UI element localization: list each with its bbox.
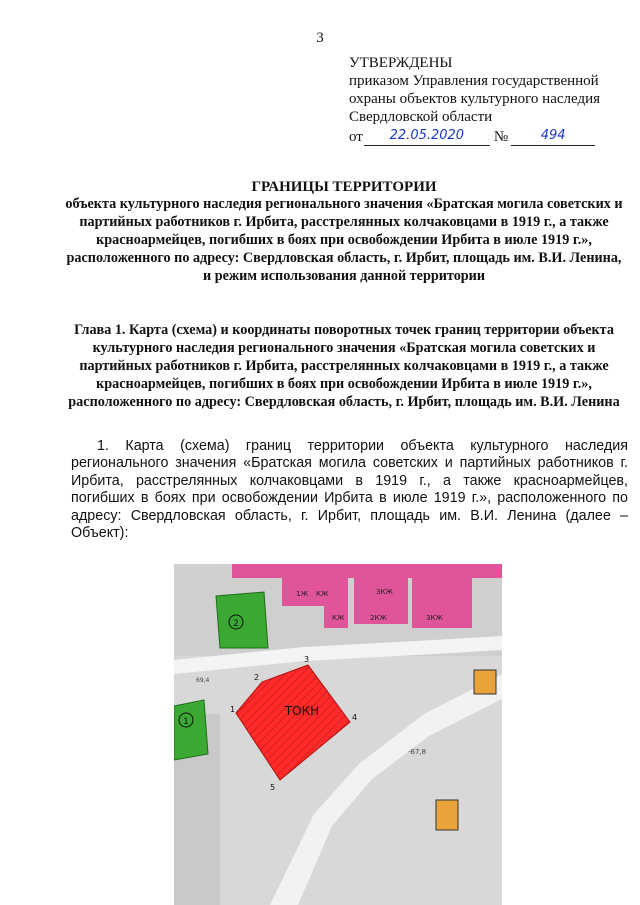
approval-line-1: приказом Управления государственной <box>349 73 599 89</box>
number-label: № <box>493 129 509 145</box>
building-label-3: 3КЖ <box>376 588 393 596</box>
page-number: 3 <box>316 30 324 46</box>
approval-line-3: Свердловской области <box>349 109 493 125</box>
boundary-map <box>174 564 502 905</box>
building-circle-2-label: 2 <box>233 619 239 629</box>
document-subtitle: объекта культурного наследия регионального значения «Братская могила советских и партийных работников г. Ирбита, расстрелянных колчаковцами в 1919 г., а также красноармейцев, погибших в боях при освобождении Ирбита в июле 1919 г.», расположенного по адресу: Свердловская область, г. Ирбит, площадь им. В.И. Ленина, и режим использования данной территории <box>65 196 623 284</box>
building-label-1: 1Ж <box>296 590 308 598</box>
building-label-5: 2КЖ <box>370 614 387 622</box>
approval-title: УТВЕРЖДЕНЫ <box>349 55 453 71</box>
orange-building-1 <box>474 670 496 694</box>
document-title: ГРАНИЦЫ ТЕРРИТОРИИ <box>251 179 437 195</box>
building-label-2: КЖ <box>316 590 329 598</box>
elevation-label-1: -67,8 <box>408 748 427 756</box>
building-circle-1-label: 1 <box>183 717 189 727</box>
building-label-6: 3КЖ <box>426 614 443 622</box>
point-1: 1 <box>230 705 236 714</box>
approval-number: 494 <box>540 128 566 143</box>
from-label: от <box>349 129 363 145</box>
green-building-1 <box>174 700 208 760</box>
approval-date: 22.05.2020 <box>389 128 465 143</box>
chapter-heading: Глава 1. Карта (схема) и координаты поворотных точек границ территории объекта культурного наследия регионального значения «Братская могила советских и партийных работников г. Ирбита, расстрелянных колчаковцами в 1919 г., а также красноармейцев, погибших в боях при освобождении Ирбита в июле 1919 г.», расположенного по адресу: Свердловская область, г. Ирбит, площадь им. В.И. Ленина <box>68 322 620 410</box>
point-3: 3 <box>304 655 310 664</box>
point-5: 5 <box>270 783 276 792</box>
orange-building-2 <box>436 800 458 830</box>
approval-signature-line <box>349 126 639 146</box>
pink-building-top <box>232 564 502 578</box>
pink-building-1 <box>282 578 348 606</box>
territory-label: ТОКН <box>284 704 320 718</box>
approval-block <box>349 54 639 146</box>
point-4: 4 <box>352 713 358 722</box>
point-2: 2 <box>254 673 260 682</box>
building-label-4: КЖ <box>332 614 345 622</box>
elevation-label-2: 69,4 <box>196 677 210 684</box>
paragraph-1: 1. Карта (схема) границ территории объекта культурного наследия регионального значения «Братская могила советских и партийных работников г. Ирбита, расстрелянных колчаковцами в 1919 г., а также красноармейцев, погибших в боях при освобождении Ирбита в июле 1919 г.», расположенного по адресу: Свердловская область, г. Ирбит, площадь им. В.И. Ленина (далее – Объект): <box>71 438 628 542</box>
approval-line-2: охраны объектов культурного наследия <box>349 91 601 107</box>
